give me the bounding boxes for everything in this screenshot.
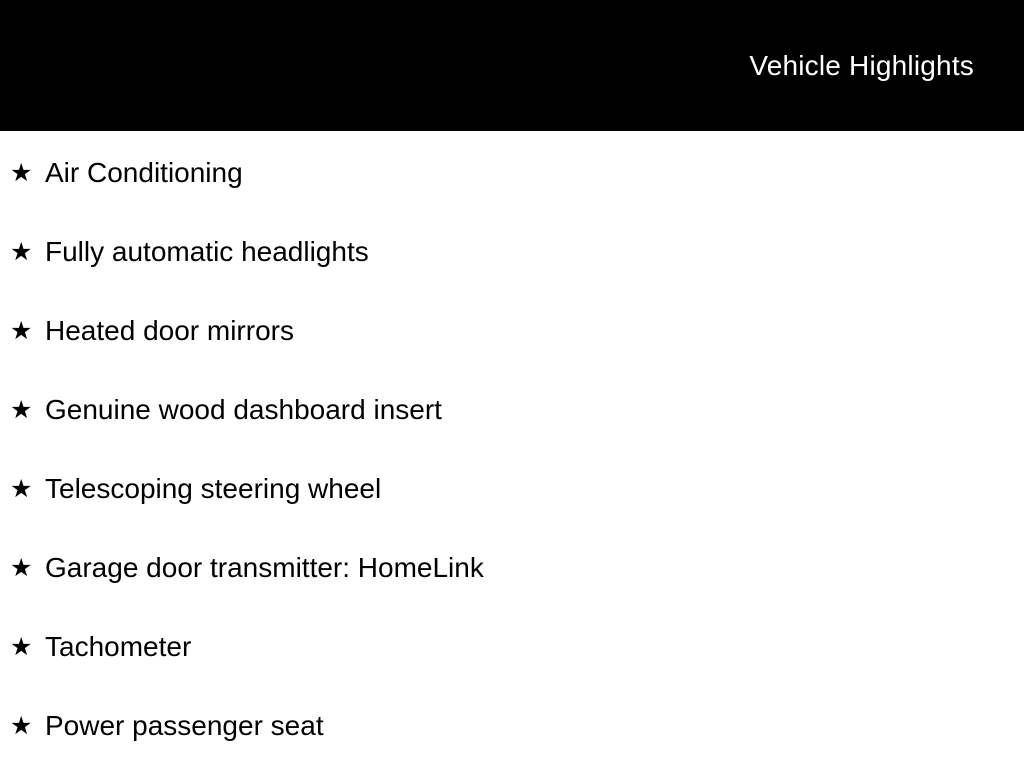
list-item bbox=[10, 632, 1024, 711]
star-icon: ★ bbox=[10, 238, 33, 266]
list-item bbox=[10, 711, 1024, 768]
list-item-label: Telescoping steering wheel bbox=[45, 473, 382, 504]
star-icon: ★ bbox=[10, 554, 33, 582]
list-item bbox=[10, 316, 1024, 395]
star-icon: ★ bbox=[10, 475, 33, 503]
list-item bbox=[10, 237, 1024, 316]
list-item-label: Heated door mirrors bbox=[45, 315, 294, 346]
star-icon: ★ bbox=[10, 159, 33, 187]
list-item bbox=[10, 553, 1024, 632]
list-item-label: Air Conditioning bbox=[45, 157, 243, 188]
list-item bbox=[10, 158, 1024, 237]
list-item-label: Tachometer bbox=[45, 631, 192, 662]
star-icon: ★ bbox=[10, 317, 33, 345]
vehicle-highlights-list bbox=[0, 131, 1024, 768]
list-item-label: Power passenger seat bbox=[45, 710, 324, 741]
star-icon: ★ bbox=[10, 396, 33, 424]
list-item-label: Genuine wood dashboard insert bbox=[45, 394, 442, 425]
list-item bbox=[10, 474, 1024, 553]
page-title: Vehicle Highlights bbox=[749, 49, 974, 81]
list-item bbox=[10, 395, 1024, 474]
star-icon: ★ bbox=[10, 712, 33, 740]
list-item-label: Garage door transmitter: HomeLink bbox=[45, 552, 484, 583]
star-icon: ★ bbox=[10, 633, 33, 661]
header-bar bbox=[0, 0, 1024, 131]
list-item-label: Fully automatic headlights bbox=[45, 236, 369, 267]
